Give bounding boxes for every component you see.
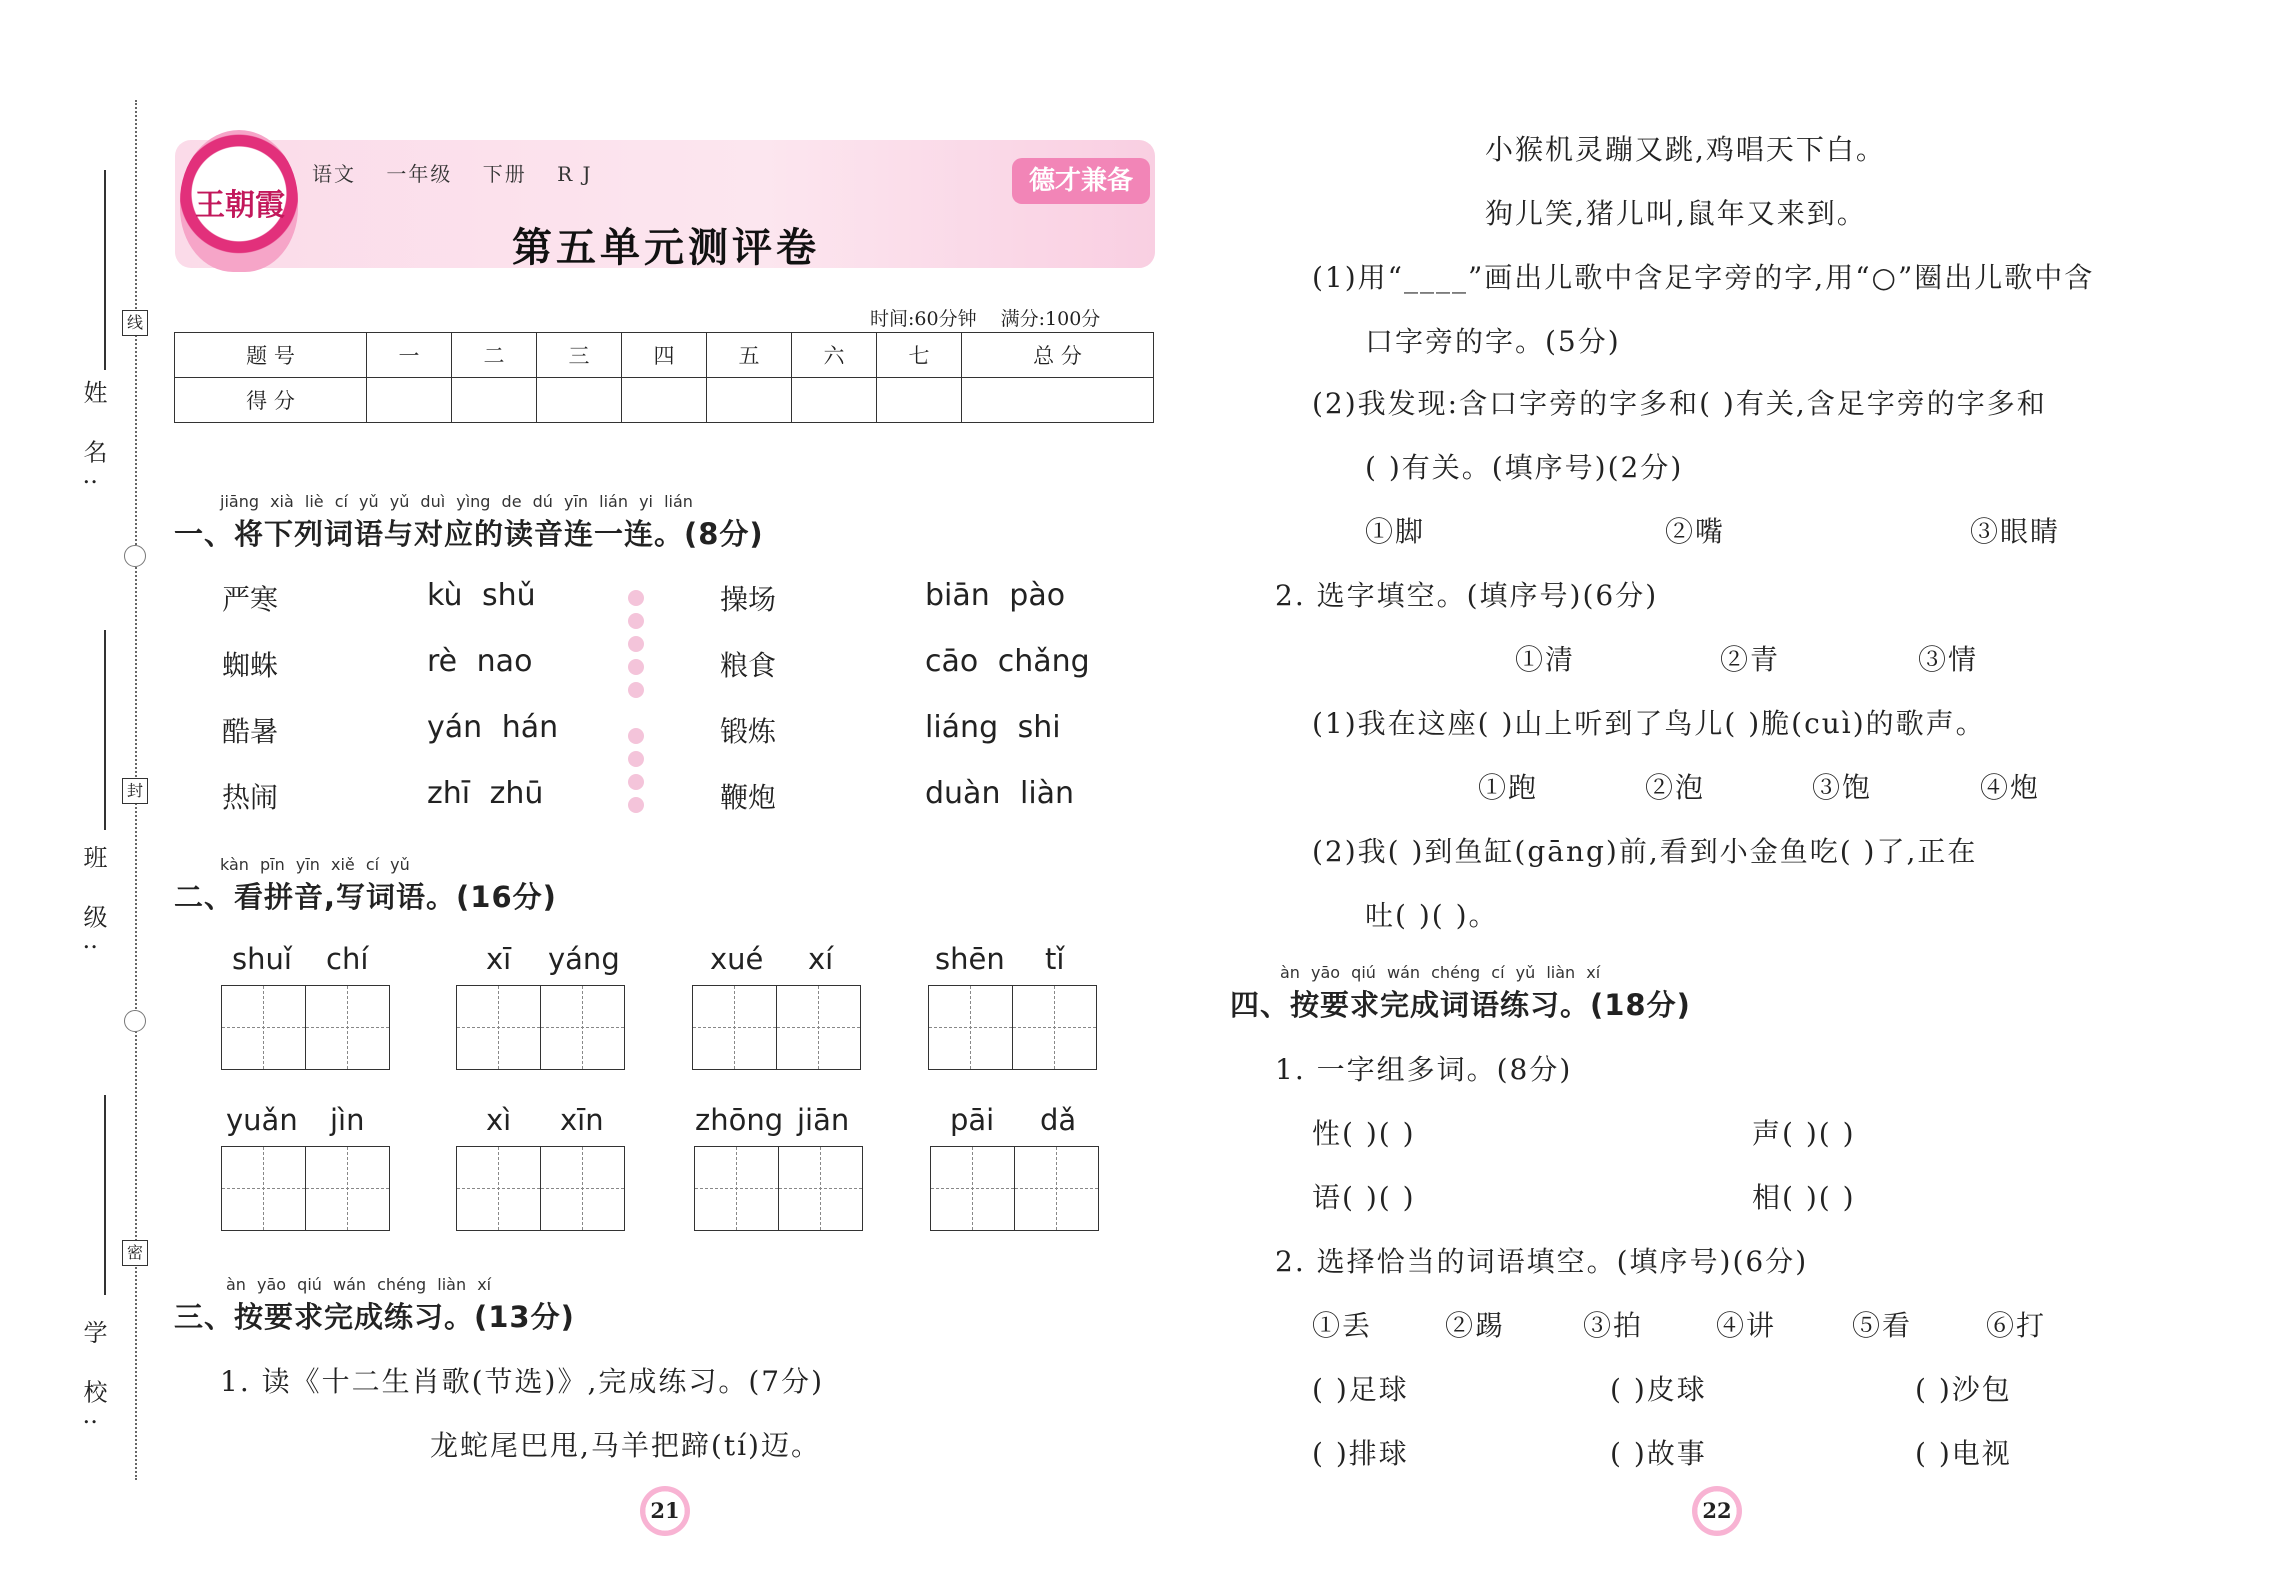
option: ⑥打: [1986, 1309, 2047, 1342]
option: ①清: [1515, 643, 1576, 676]
decorative-dot: [628, 728, 644, 744]
score-cell: 一: [366, 333, 451, 378]
time-info: [870, 304, 1100, 331]
school-label: 学 校:: [79, 1320, 107, 1440]
page-number-left: 21: [640, 1486, 690, 1536]
class-label: 班 级:: [79, 845, 107, 965]
poem-line: 小猴机灵蹦又跳,鸡唱天下白。: [1485, 133, 1886, 166]
writing-grid[interactable]: [1012, 985, 1097, 1070]
option: ③饱: [1812, 771, 1873, 804]
pinyin-syllable: dǎ: [1040, 1103, 1077, 1137]
pinyin-syllable: xí: [808, 942, 834, 976]
decorative-dot: [628, 613, 644, 629]
score-blank[interactable]: [451, 378, 536, 423]
option: ③情: [1918, 643, 1979, 676]
score-cell: 四: [621, 333, 706, 378]
word-fill: 语( )( ): [1312, 1181, 1416, 1214]
pinyin-option: yán hán: [427, 710, 559, 745]
pinyin-syllable: xué: [710, 942, 764, 976]
score-cell: 五: [706, 333, 791, 378]
writing-grid[interactable]: [305, 1146, 390, 1231]
section4-pinyin: àn yāo qiú wán chéng cí yǔ liàn xí: [1280, 963, 1601, 982]
writing-grid[interactable]: [305, 985, 390, 1070]
cut-line-mark: 线: [122, 310, 148, 336]
phrase-fill: ( )足球: [1312, 1373, 1409, 1406]
score-blank[interactable]: [536, 378, 621, 423]
writing-grid[interactable]: [776, 985, 861, 1070]
word: 严寒: [222, 583, 279, 616]
writing-grid[interactable]: [456, 985, 541, 1070]
decorative-dot: [628, 590, 644, 606]
word: 锻炼: [720, 715, 777, 748]
score-cell: 六: [791, 333, 876, 378]
word: 操场: [720, 583, 777, 616]
poem-line: 狗儿笑,猪儿叫,鼠年又来到。: [1485, 197, 1867, 230]
word: 酷暑: [222, 715, 279, 748]
question-3-1-1: (1)用“____”画出儿歌中含足字旁的字,用“○”圈出儿歌中含: [1312, 261, 2095, 294]
decorative-dot: [628, 751, 644, 767]
writing-grid[interactable]: [221, 1146, 306, 1231]
pinyin-syllable: chí: [326, 942, 369, 976]
page-title: 第五单元测评卷: [512, 225, 820, 271]
score-cell: 总 分: [961, 333, 1153, 378]
question-3-2-2: (2)我( )到鱼缸(gāng)前,看到小金鱼吃( )了,正在: [1312, 835, 1978, 868]
option: ②泡: [1645, 771, 1706, 804]
book-meta: [312, 158, 615, 187]
score-cell: 七: [876, 333, 961, 378]
writing-grid[interactable]: [456, 1146, 541, 1231]
school-underline: [104, 1095, 106, 1295]
question-3-1-2-cont: ( )有关。(填序号)(2分): [1365, 451, 1684, 484]
name-underline: [104, 170, 106, 370]
score-cell: 三: [536, 333, 621, 378]
question-3-2-2-cont: 吐( )( )。: [1365, 899, 1499, 932]
writing-grid[interactable]: [928, 985, 1013, 1070]
brand-logo-text: 王朝霞: [195, 188, 285, 223]
question-3-1-2: (2)我发现:含口字旁的字多和( )有关,含足字旁的字多和: [1312, 387, 2047, 420]
edition: R J: [557, 162, 593, 186]
phrase-fill: ( )皮球: [1610, 1373, 1707, 1406]
binding-hole: [124, 1010, 146, 1032]
cut-dense-mark: 密: [122, 1240, 148, 1266]
pinyin-option: biān pào: [925, 578, 1066, 613]
pinyin-syllable: shuǐ: [232, 942, 292, 976]
page-number-right: 22: [1692, 1486, 1742, 1536]
pinyin-syllable: yuǎn: [226, 1103, 298, 1137]
score-value-row: [175, 378, 1154, 423]
writing-grid[interactable]: [692, 985, 777, 1070]
score-blank[interactable]: [366, 378, 451, 423]
phrase-fill: ( )故事: [1610, 1437, 1707, 1470]
word: 热闹: [222, 781, 279, 814]
phrase-fill: ( )沙包: [1915, 1373, 2012, 1406]
pinyin-option: zhī zhū: [427, 776, 544, 811]
option: ②青: [1720, 643, 1781, 676]
time-limit: 时间:60分钟: [870, 308, 977, 330]
pinyin-option: cāo chǎng: [925, 644, 1090, 679]
name-label: 姓 名:: [79, 380, 107, 500]
decorative-dot: [628, 659, 644, 675]
word-fill: 性( )( ): [1312, 1117, 1416, 1150]
word-fill: 声( )( ): [1752, 1117, 1856, 1150]
writing-grid[interactable]: [778, 1146, 863, 1231]
section1-pinyin: jiāng xià liè cí yǔ yǔ duì yìng de dú yīn lián yi lián: [220, 492, 693, 511]
decorative-dot: [628, 682, 644, 698]
pinyin-option: liáng shi: [925, 710, 1061, 745]
question-3-2-1: (1)我在这座( )山上听到了鸟儿( )脆(cuì)的歌声。: [1312, 707, 1986, 740]
writing-grid[interactable]: [694, 1146, 779, 1231]
pinyin-syllable: xīn: [560, 1103, 604, 1137]
binding-hole: [124, 545, 146, 567]
question-4-1: 1. 一字组多词。(8分): [1275, 1053, 1573, 1086]
pinyin-syllable: zhōng: [695, 1103, 784, 1137]
phrase-fill: ( )电视: [1915, 1437, 2012, 1470]
option: ①脚: [1365, 515, 1426, 548]
writing-grid[interactable]: [540, 985, 625, 1070]
score-cell: 二: [451, 333, 536, 378]
option: ③眼睛: [1970, 515, 2061, 548]
section2-pinyin: kàn pīn yīn xiě cí yǔ: [220, 855, 410, 874]
score-table: [174, 332, 1154, 423]
question-3-1-1-cont: 口字旁的字。(5分): [1365, 325, 1621, 358]
phrase-fill: ( )排球: [1312, 1437, 1409, 1470]
word: 粮食: [720, 649, 777, 682]
writing-grid[interactable]: [221, 985, 306, 1070]
section1-title: 一、将下列词语与对应的读音连一连。(8分): [174, 517, 764, 551]
section4-title: 四、按要求完成词语练习。(18分): [1230, 988, 1691, 1022]
pinyin-syllable: xī: [486, 942, 512, 976]
pinyin-syllable: jìn: [330, 1103, 365, 1137]
writing-grid[interactable]: [540, 1146, 625, 1231]
section3-title: 三、按要求完成练习。(13分): [174, 1300, 575, 1334]
option: ⑤看: [1852, 1309, 1913, 1342]
motto-badge: 德才兼备: [1012, 158, 1150, 204]
word: 蜘蛛: [222, 649, 279, 682]
pinyin-syllable: pāi: [950, 1103, 995, 1137]
option: ③拍: [1583, 1309, 1644, 1342]
question-3-1: 1. 读《十二生肖歌(节选)》,完成练习。(7分): [220, 1365, 825, 1398]
score-blank[interactable]: [961, 378, 1153, 423]
option: ①跑: [1478, 771, 1539, 804]
score-cell: 得 分: [175, 378, 367, 423]
cut-seal-mark: 封: [122, 778, 148, 804]
class-underline: [104, 630, 106, 830]
writing-grid[interactable]: [930, 1146, 1015, 1231]
section3-pinyin: àn yāo qiú wán chéng liàn xí: [226, 1275, 492, 1294]
decorative-dot: [628, 797, 644, 813]
term: 下册: [482, 162, 527, 186]
option: ②嘴: [1665, 515, 1726, 548]
decorative-dot: [628, 636, 644, 652]
pinyin-syllable: yáng: [548, 942, 620, 976]
subject: 语文: [312, 162, 356, 186]
option: ①丢: [1312, 1309, 1373, 1342]
pinyin-option: rè nao: [427, 644, 533, 679]
option: ④炮: [1980, 771, 2041, 804]
option: ②踢: [1445, 1309, 1506, 1342]
decorative-dot: [628, 774, 644, 790]
pinyin-option: duàn liàn: [925, 776, 1075, 811]
word-fill: 相( )( ): [1752, 1181, 1856, 1214]
pinyin-syllable: xì: [486, 1103, 512, 1137]
score-blank[interactable]: [706, 378, 791, 423]
question-4-2: 2. 选择恰当的词语填空。(填序号)(6分): [1275, 1245, 1809, 1278]
score-blank[interactable]: [791, 378, 876, 423]
writing-grid[interactable]: [1014, 1146, 1099, 1231]
poem-line: 龙蛇尾巴甩,马羊把蹄(tí)迈。: [430, 1429, 821, 1462]
word: 鞭炮: [720, 781, 777, 814]
score-header-row: [175, 333, 1154, 378]
score-blank[interactable]: [621, 378, 706, 423]
score-blank[interactable]: [876, 378, 961, 423]
question-3-2: 2. 选字填空。(填序号)(6分): [1275, 579, 1659, 612]
full-score: 满分:100分: [1000, 308, 1101, 330]
score-cell: 题 号: [175, 333, 367, 378]
option: ④讲: [1716, 1309, 1777, 1342]
grade: 一年级: [386, 162, 453, 186]
pinyin-syllable: jiān: [797, 1103, 850, 1137]
pinyin-syllable: shēn: [935, 942, 1005, 976]
pinyin-option: kù shǔ: [427, 578, 536, 613]
section2-title: 二、看拼音,写词语。(16分): [174, 880, 557, 914]
pinyin-syllable: tǐ: [1045, 942, 1065, 976]
